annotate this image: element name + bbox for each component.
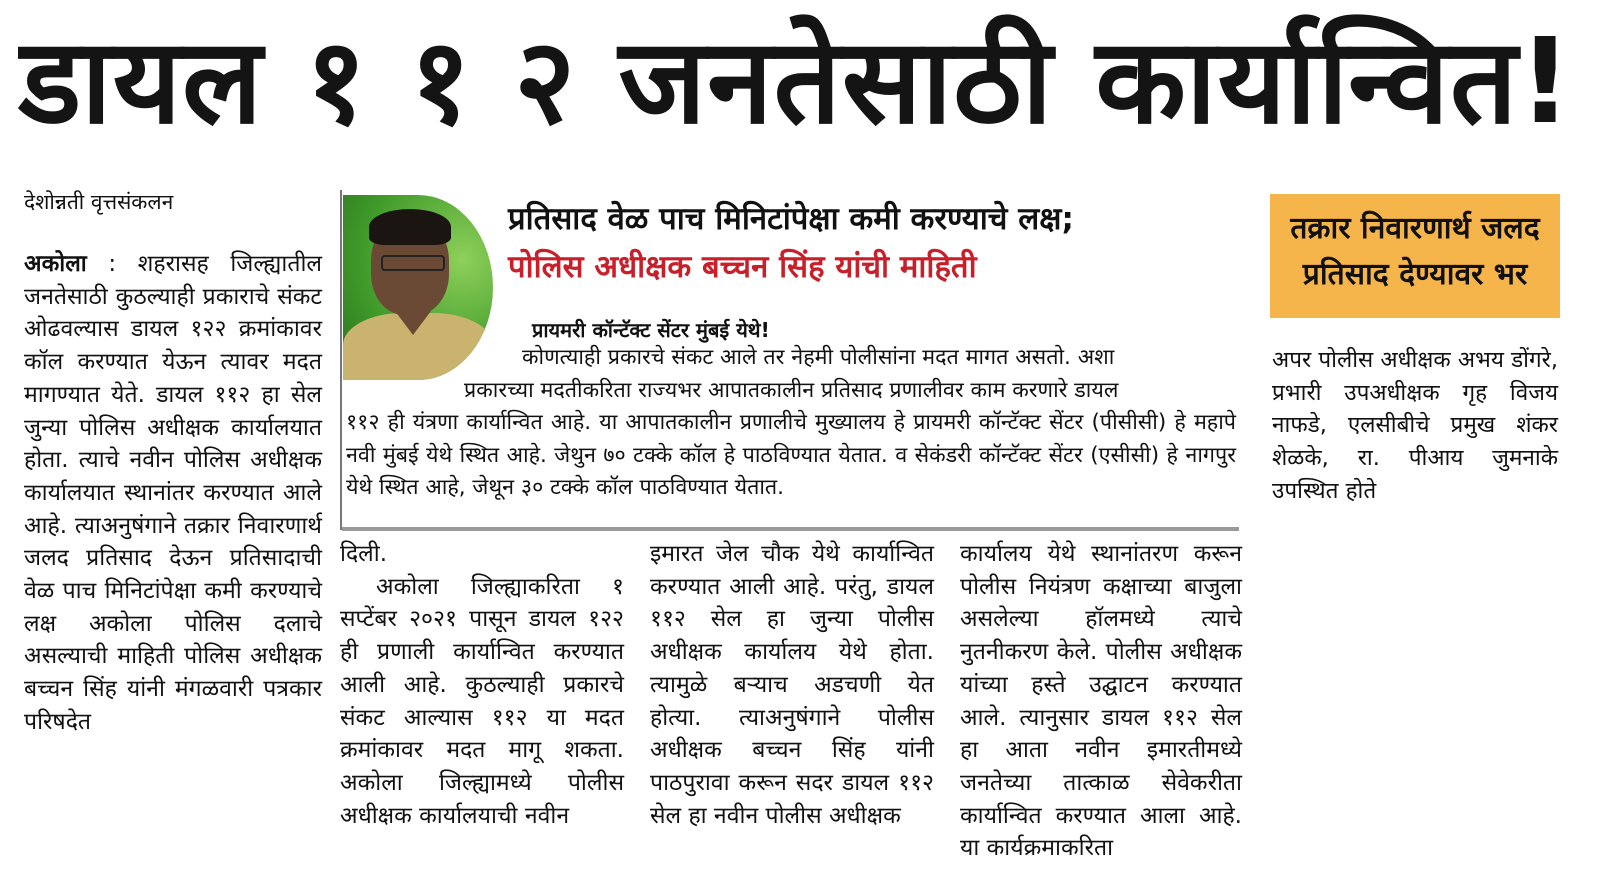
column-2-p2: अकोला जिल्ह्याकरिता १ सप्टेंबर २०२१ पासून डायल १२२ ही प्रणाली कार्यान्वित करण्यात आली आहे. कुठल्याही प्रकारचे संकट आल्यास ११२ या मदत क्रमांकावर मदत मागू शकता. अकोला जिल्ह्यामध्ये पोलीस अधीक्षक कार्यालयाची नवीन [340, 573, 624, 829]
article-column-2 [340, 538, 624, 832]
headline: डायल १ १ २ जनतेसाठी कार्यान्वित! [18, 12, 1574, 150]
subheadline-1: प्रतिसाद वेळ पाच मिनिटांपेक्षा कमी करण्याचे लक्ष; [508, 201, 1074, 237]
column-1-paragraph [24, 248, 322, 739]
column-5-text: अपर पोलीस अधीक्षक अभय डोंगरे, प्रभारी उपअधीक्षक गृह विजय नाफडे, एलसीबीचे प्रमुख शंकर शेळके, रा. पीआय जुमनाके उपस्थित होते [1272, 347, 1558, 504]
kicker-heading: प्रायमरी कॉन्टॅक्ट सेंटर मुंबई येथे! [532, 318, 770, 342]
column-3-text: इमारत जेल चौक येथे कार्यान्वित करण्यात आली आहे. परंतु, डायल ११२ सेल हा जुन्या पोलीस अधीक्षक कार्यालय येथे होता. त्यामुळे बऱ्याच अडचणी येत होत्या. त्याअनुषंगाने पोलीस अधीक्षक बच्चन सिंह यांनी पाठपुरावा करून सदर डायल ११२ सेल हा नवीन पोलीस अधीक्षक [650, 541, 934, 829]
lead-rest: ११२ ही यंत्रणा कार्यान्वित आहे. या आपातकालीन प्रणालीचे मुख्यालय हे प्रायमरी कॉन्टॅक्ट सेंटर (पीसीसी) हे महापे नवी मुंबई येथे स्थित आहे. जेथुन ७० टक्के कॉल हे पाठविण्यात येतात. व सेकंडरी कॉन्टॅक्ट सेंटर (एसीसी) हे नागपुर येथे स्थित आहे, जेथून ३० टक्के कॉल पाठविण्यात येतात. [346, 410, 1236, 501]
photo-hair [369, 209, 451, 245]
lead-paragraph [346, 342, 1236, 505]
subheadline-2: पोलिस अधीक्षक बच्चन सिंह यांची माहिती [508, 249, 977, 285]
photo-glasses [381, 255, 445, 271]
article-column-3 [650, 538, 934, 832]
column-1-text: : शहरासह जिल्ह्यातील जनतेसाठी कुठल्याही प्रकाराचे संकट ओढवल्यास डायल १२२ क्रमांकावर कॉल करण्यात येऊन त्यावर मदत मागण्यात येते. डायल ११२ हा सेल जुन्या पोलिस अधीक्षक कार्यालयात होता. त्याचे नवीन पोलिस अधीक्षक कार्यालयात स्थानांतर करण्यात आले आहे. त्याअनुषंगाने तक्रार निवारणार्थ जलद प्रतिसाद देऊन प्रतिसादाची वेळ पाच मिनिटांपेक्षा कमी करण्याचे लक्ष अकोला पोलिस दलाचे असल्याची माहिती पोलिस अधीक्षक बच्चन सिंह यांनी मंगळवारी पत्रकार परिषदेत [24, 251, 322, 735]
column-divider [340, 190, 342, 530]
column-2-p1: दिली. [340, 541, 388, 567]
section-rule [342, 527, 1239, 531]
article-column-1 [24, 248, 322, 739]
lead-line-1: कोणत्याही प्रकारचे संकट आले तर नेहमी पोलीसांना मदत मागत असतो. अशा [522, 345, 1115, 370]
lead-line-2: प्रकारच्या मदतीकरिता राज्यभर आपातकालीन प्रतिसाद प्रणालीवर काम करणारे डायल [464, 377, 1119, 403]
article-column-5 [1272, 344, 1558, 508]
sidebar-highlight-line-1: तक्रार निवारणार्थ जलद [1290, 211, 1540, 246]
sidebar-highlight-line-2: प्रतिसाद देण्यावर भर [1302, 257, 1528, 292]
article-column-4 [960, 538, 1242, 865]
column-4-text: कार्यालय येथे स्थानांतरण करून पोलीस नियंत्रण कक्षाच्या बाजुला असलेल्या हॉलमध्ये त्याचे नुतनीकरण केले. पोलीस अधीक्षक यांच्या हस्ते उद्घाटन करण्यात आले. त्यानुसार डायल ११२ सेल हा आता नवीन इमारतीमध्ये जनतेच्या तात्काळ सेवेकरीता कार्यान्वित करण्यात आला आहे. या कार्यक्रमाकरिता [960, 541, 1242, 862]
dateline: अकोला [24, 251, 87, 277]
byline: देशोन्नती वृत्तसंकलन [24, 190, 174, 214]
sidebar-highlight-box [1270, 194, 1560, 318]
